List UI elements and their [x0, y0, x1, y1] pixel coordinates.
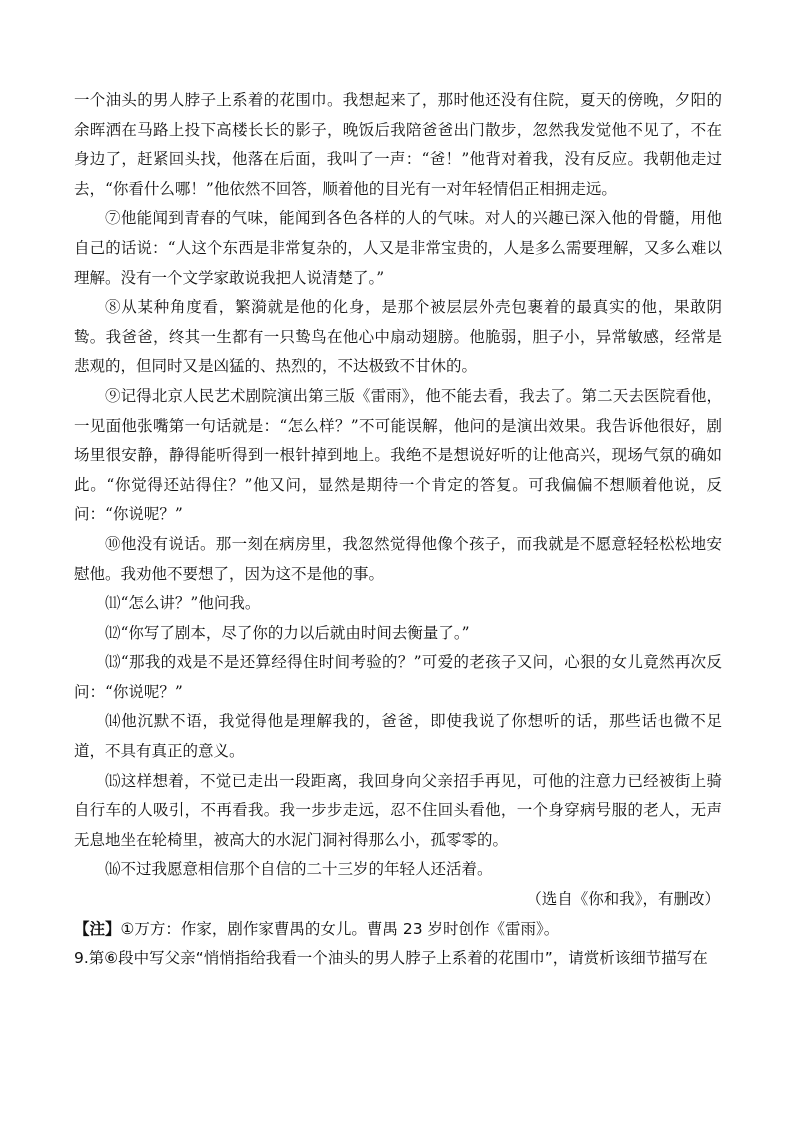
- question-9: 9.第⑥段中写父亲“悄悄指给我看一个油头的男人脖子上系着的花围巾”，请赏析该细节描写在: [74, 949, 708, 968]
- paragraph-6-continued: 一个油头的男人脖子上系着的花围巾。我想起来了，那时他还没有住院，夏天的傍晚，夕阳的余晖洒在马路上投下高楼长长的影子，晚饭后我陪爸爸出门散步，忽然我发觉他不见了，不在身边了，赶紧回头找，他落在后面，我叫了一声：“爸！”他背对着我，没有反应。我朝他走过去，“你看什么哪！”他依然不回答，顺着他的目光有一对年轻情侣正相拥走远。: [74, 91, 722, 198]
- paragraph-13: ⒀“那我的戏是不是还算经得住时间考验的？”可爱的老孩子又问，心狠的女儿竟然再次反问：“你说呢？”: [74, 653, 722, 701]
- footnote: [74, 915, 722, 945]
- paragraph-14: ⒁他沉默不语，我觉得他是理解我的，爸爸，即使我说了你想听的话，那些话也微不足道，不具有真正的意义。: [74, 712, 722, 761]
- paragraph-8: ⑧从某种角度看，繁漪就是他的化身，是那个被层层外壳包裹着的最真实的他，果敢阴鸷。我爸爸，终其一生都有一只鸷鸟在他心中扇动翅膀。他脆弱，胆子小，异常敏感，经常是悲观的，但同时又是凶猛的、热烈的，不达极致不甘休的。: [74, 298, 722, 376]
- paragraph-11: ⑾“怎么讲？”他问我。: [105, 594, 261, 613]
- footnote-text: ①万方：作家，剧作家曹禺的女儿。曹禺 23 岁时创作《雷雨》。: [120, 919, 560, 938]
- paragraph-12: ⑿“你写了剧本，尽了你的力以后就由时间去衡量了。”: [105, 623, 470, 642]
- paragraph-10: ⑩他没有说话。那一刻在病房里，我忽然觉得他像个孩子，而我就是不愿意轻轻松松地安慰他。我劝他不要想了，因为这不是他的事。: [74, 534, 722, 583]
- footnote-label: 【注】: [74, 919, 121, 938]
- paragraph-7: ⑦他能闻到青春的气味，能闻到各色各样的人的气味。对人的兴趣已深入他的骨髓，用他自己的话说：“人这个东西是非常复杂的，人又是非常宝贵的，人是多么需要理解，又多么难以理解。没有一个文学家敢说我把人说清楚了。”: [74, 209, 722, 287]
- paragraph-9: ⑨记得北京人民艺术剧院演出第三版《雷雨》，他不能去看，我去了。第二天去医院看他，一见面他张嘴第一句话就是：“怎么样？”不可能误解，他问的是演出效果。我告诉他很好，剧场里很安静，静得能听得到一根针掉到地上。我绝不是想说好听的让他高兴，现场气氛的确如此。“你觉得还站得住？”他又问，显然是期待一个肯定的答复。可我偏偏不想顺着他说，反问：“你说呢？”: [74, 386, 722, 524]
- document-page: [74, 86, 722, 974]
- source-citation: （选自《你和我》，有删改）: [526, 890, 720, 909]
- paragraph-16: ⒃不过我愿意相信那个自信的二十三岁的年轻人还活着。: [105, 860, 493, 879]
- paragraph-15: ⒂这样想着，不觉已走出一段距离，我回身向父亲招手再见，可他的注意力已经被街上骑自行车的人吸引，不再看我。我一步步走远，忍不住回头看他，一个身穿病号服的老人，无声无息地坐在轮椅里，被高大的水泥门洞衬得那么小，孤零零的。: [74, 771, 722, 849]
